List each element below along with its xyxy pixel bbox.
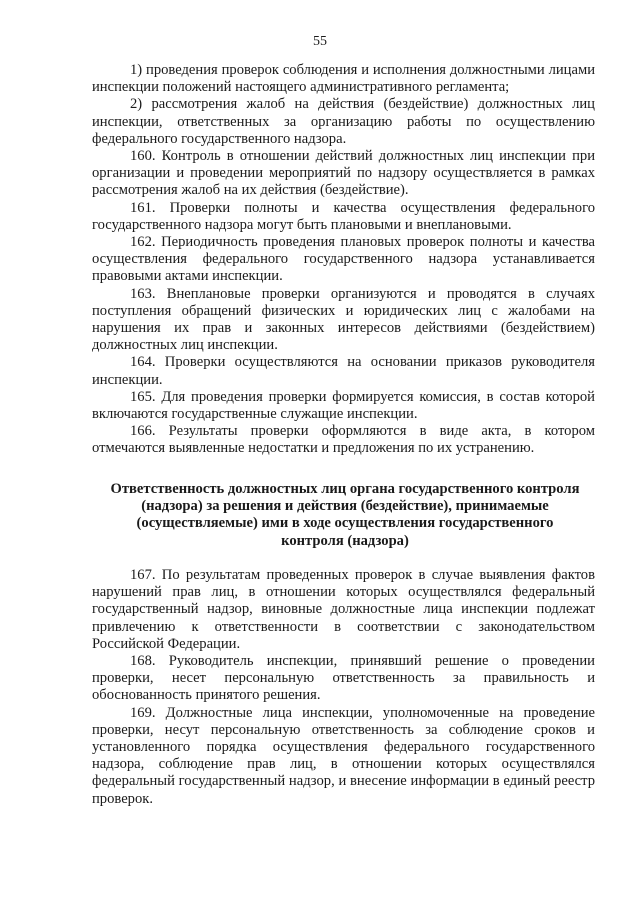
paragraph-160: 160. Контроль в отношении действий должностных лиц инспекции при организации и проведении мероприятий по надзору осуществляется в рамках рассмотрения жалоб на их действия (бездействие).: [92, 148, 595, 199]
section-heading: Ответственность должностных лиц органа государственного контроля (надзора) за решения и действия (бездействие), принимаемые (осуществляемые) ими в ходе осуществления государственного контроля (надзора): [110, 481, 580, 549]
paragraph-item-1: 1) проведения проверок соблюдения и исполнения должностными лицами инспекции положений настоящего административного регламента;: [92, 62, 595, 96]
paragraph-163: 163. Внеплановые проверки организуются и проводятся в случаях поступления обращений физических и юридических лиц с жалобами на нарушения их прав и законных интересов действиями (бездействием) должностных лиц инспекции.: [92, 285, 595, 354]
paragraph-item-2: 2) рассмотрения жалоб на действия (бездействие) должностных лиц инспекции, ответственных за организацию работы по осуществлению федерального государственного надзора.: [92, 96, 595, 147]
paragraph-165: 165. Для проведения проверки формируется комиссия, в состав которой включаются государственные служащие инспекции.: [92, 388, 595, 423]
body-text-top: [92, 62, 595, 458]
page-number: 55: [313, 34, 327, 49]
paragraph-164: 164. Проверки осуществляются на основании приказов руководителя инспекции.: [92, 354, 595, 388]
paragraph-162: 162. Периодичность проведения плановых проверок полноты и качества осуществления федерального государственного надзора устанавливается правовыми актами инспекции.: [92, 234, 595, 285]
paragraph-161: 161. Проверки полноты и качества осуществления федерального государственного надзора могут быть плановыми и внеплановыми.: [92, 199, 595, 233]
paragraph-167: 167. По результатам проведенных проверок в случае выявления фактов нарушений прав лиц, в отношении которых осуществлялся федеральный государственный надзор, виновные должностные лица инспекции подлежат привлечению к ответственности в соответствии с законодательством Российской Федерации.: [92, 567, 595, 652]
paragraph-169: 169. Должностные лица инспекции, уполномоченные на проведение проверки, несут персональную ответственность за соблюдение сроков и установленного порядка осуществления федерального государственного надзора, соблюдение прав лиц, в отношении которых осуществлялся федеральный государственный надзор, и внесение информации в единый реестр проверок.: [92, 704, 595, 807]
paragraph-166: 166. Результаты проверки оформляются в виде акта, в котором отмечаются выявленные недостатки и предложения по их устранению.: [92, 423, 595, 457]
paragraph-168: 168. Руководитель инспекции, принявший решение о проведении проверки, несет персональную ответственность за правильность и обоснованность принятого решения.: [92, 653, 595, 704]
body-text-bottom: [92, 567, 595, 808]
